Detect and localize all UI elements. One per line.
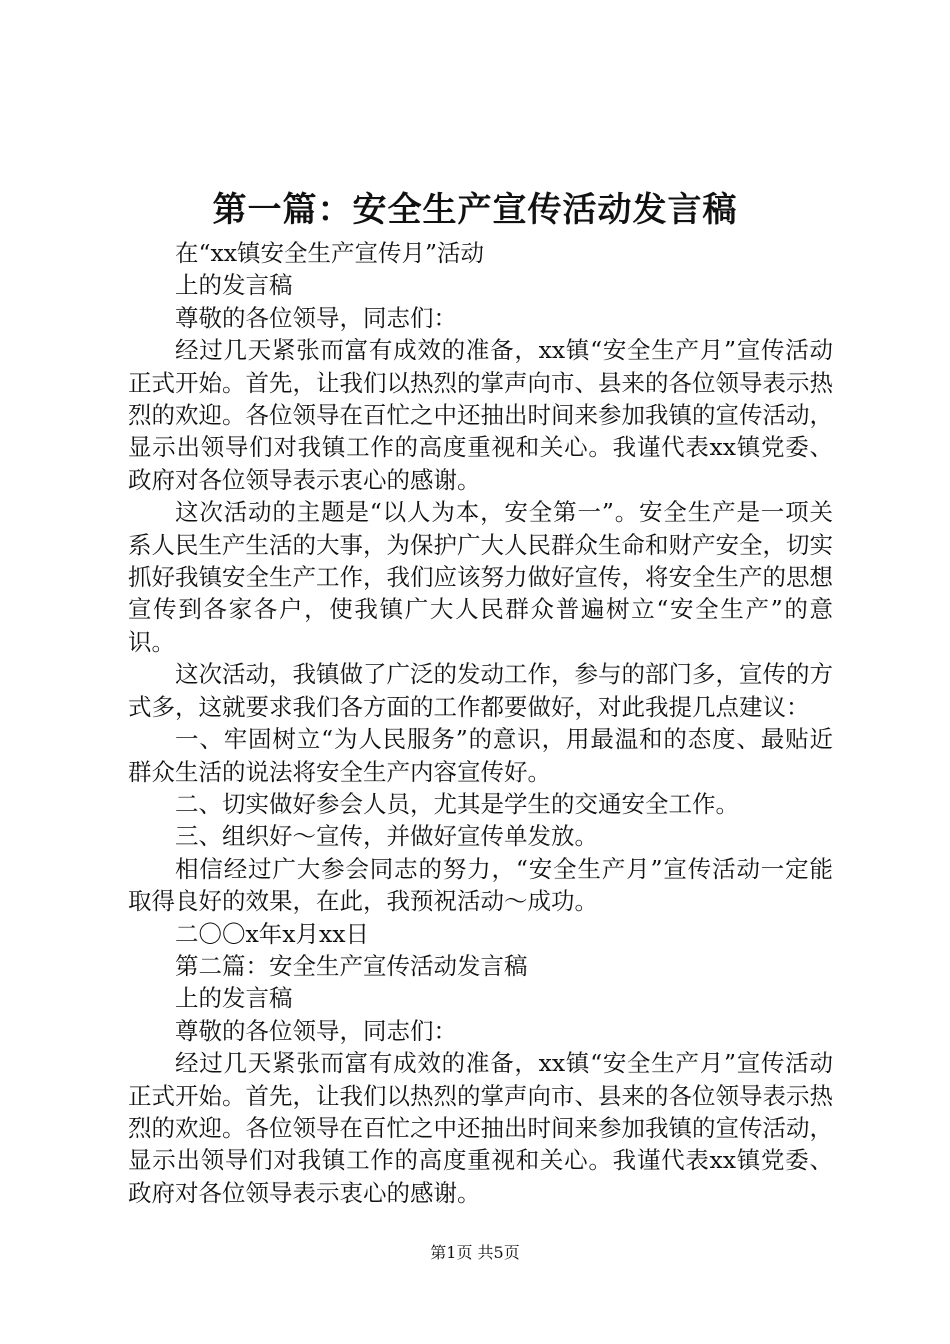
paragraph-suggestion-1: 一、牢固树立“为人民服务”的意识，用最温和的态度、最贴近群众生活的说法将安全生产内容宣传好。 xyxy=(128,725,833,786)
paragraph-date: 二〇〇x年x月xx日 xyxy=(175,919,370,948)
paragraph-speech-label: 上的发言稿 xyxy=(175,271,293,300)
document-title: 第一篇：安全生产宣传活动发言稿 xyxy=(212,190,738,230)
paragraph-salutation: 尊敬的各位领导，同志们： xyxy=(175,303,457,332)
paragraph-suggestion-3: 三、组织好～宣传，并做好宣传单发放。 xyxy=(175,822,598,851)
page-number-footer: 第1页 共5页 xyxy=(430,1243,520,1262)
paragraph-activity-line: 在“xx镇安全生产宣传月”活动 xyxy=(175,239,485,267)
paragraph-opening-2: 经过几天紧张而富有成效的准备，xx镇“安全生产月”宣传活动正式开始。首先，让我们以热烈的掌声向市、县来的各位领导表示热烈的欢迎。各位领导在百忙之中还抽出时间来参加我镇的宣传活动，显示出领导们对我镇工作的高度重视和关心。我谨代表xx镇党委、政府对各位领导表示衷心的感谢。 xyxy=(128,1049,833,1207)
paragraph-second-title: 第二篇：安全生产宣传活动发言稿 xyxy=(175,951,528,980)
paragraph-theme: 这次活动的主题是“以人为本，安全第一”。安全生产是一项关系人民生产生活的大事，为保护广大人民群众生命和财产安全，切实抓好我镇安全生产工作，我们应该努力做好宣传，将安全生产的思想宣传到各家各户，使我镇广大人民群众普遍树立“安全生产”的意识。 xyxy=(128,498,833,656)
paragraph-opening: 经过几天紧张而富有成效的准备，xx镇“安全生产月”宣传活动正式开始。首先，让我们以热烈的掌声向市、县来的各位领导表示热烈的欢迎。各位领导在百忙之中还抽出时间来参加我镇的宣传活动，显示出领导们对我镇工作的高度重视和关心。我谨代表xx镇党委、政府对各位领导表示衷心的感谢。 xyxy=(128,336,833,494)
paragraph-mobilization: 这次活动，我镇做了广泛的发动工作，参与的部门多，宣传的方式多，这就要求我们各方面的工作都要做好，对此我提几点建议： xyxy=(128,660,833,721)
paragraph-speech-label-2: 上的发言稿 xyxy=(175,984,293,1013)
paragraph-salutation-2: 尊敬的各位领导，同志们： xyxy=(175,1016,457,1045)
paragraph-suggestion-2: 二、切实做好参会人员，尤其是学生的交通安全工作。 xyxy=(175,789,739,818)
paragraph-closing: 相信经过广大参会同志的努力，“安全生产月”宣传活动一定能取得良好的效果，在此，我预祝活动～成功。 xyxy=(128,854,833,916)
document-body xyxy=(128,237,833,1209)
